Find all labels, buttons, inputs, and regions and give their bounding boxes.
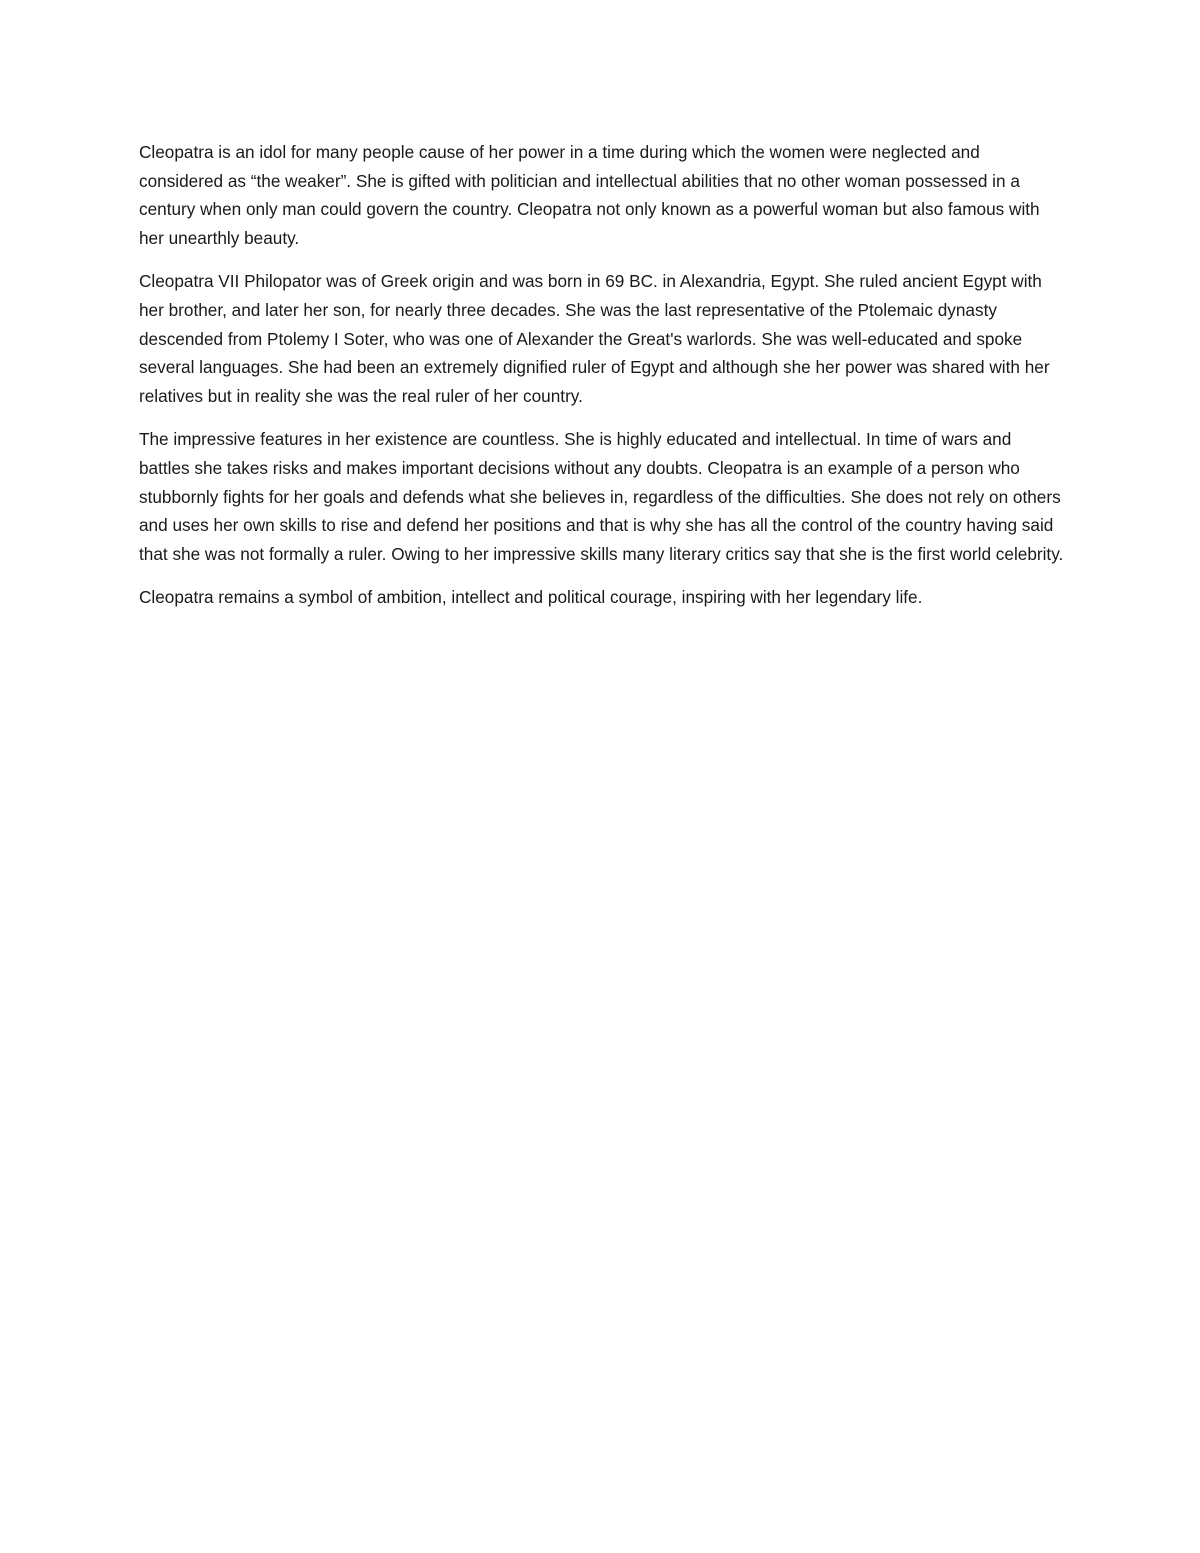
- paragraph-4: Cleopatra remains a symbol of ambition, intellect and political courage, inspiring with her legendary life.: [139, 587, 923, 608]
- paragraph-3: The impressive features in her existence are countless. She is highly educated and intellectual. In time of wars and battles she takes risks and makes important decisions without any doubts. Cleopatra is an example of a person who stubbornly fights for her goals and defends what she believes in, regardless of the difficulties. She does not rely on others and uses her own skills to rise and defend her positions and that is why she has all the control of the country having said that she was not formally a ruler. Owing to her impressive skills many literary critics say that she is the first world celebrity.: [139, 429, 1064, 565]
- paragraph-2: Cleopatra VII Philopator was of Greek origin and was born in 69 BC. in Alexandria, Egypt. She ruled ancient Egypt with her brother, and later her son, for nearly three decades. She was the last representative of the Ptolemaic dynasty descended from Ptolemy I Soter, who was one of Alexander the Great's warlords. She was well-educated and spoke several languages. She had been an extremely dignified ruler of Egypt and although she her power was shared with her relatives but in reality she was the real ruler of her country.: [139, 271, 1050, 407]
- paragraph-1: Cleopatra is an idol for many people cause of her power in a time during which the women were neglected and considered as “the weaker”. She is gifted with politician and intellectual abilities that no other woman possessed in a century when only man could govern the country. Cleopatra not only known as a powerful woman but also famous with her unearthly beauty.: [139, 142, 1040, 249]
- document-body: [139, 138, 1064, 627]
